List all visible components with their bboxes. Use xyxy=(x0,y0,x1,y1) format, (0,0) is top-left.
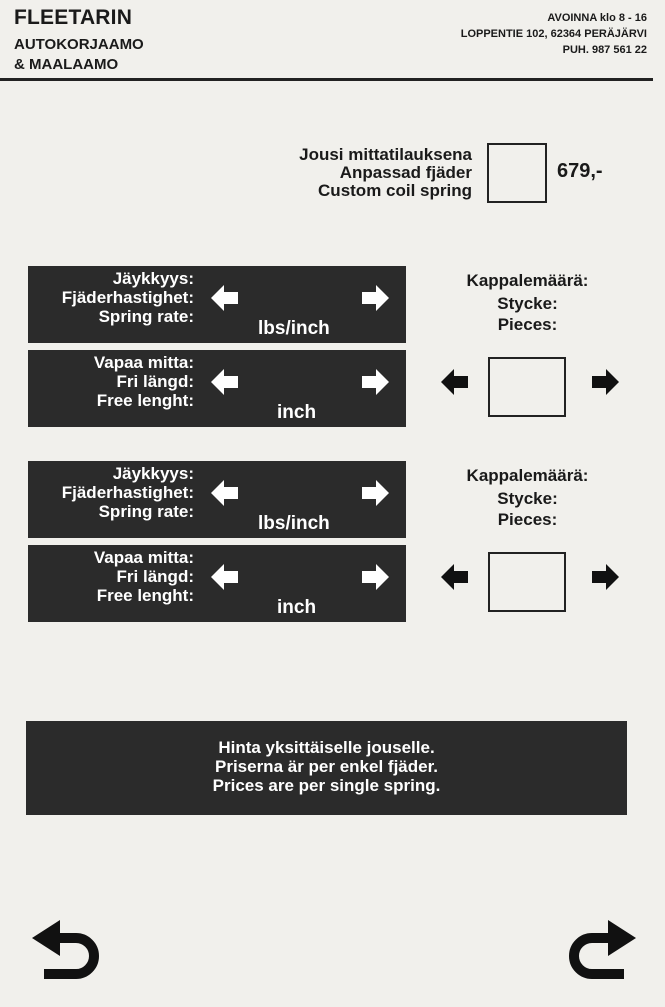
spring-1-rate-decrease-arrow-icon[interactable] xyxy=(211,284,239,312)
spring-1-quantity-field[interactable] xyxy=(488,357,566,417)
spring-1-length-decrease-arrow-icon[interactable] xyxy=(211,368,239,396)
custom-spring-checkbox[interactable] xyxy=(487,143,547,203)
length-unit: inch xyxy=(277,402,317,423)
brand-name: FLEETARIN xyxy=(14,6,133,29)
spring-2-rate-increase-arrow-icon[interactable] xyxy=(361,479,389,507)
spring-2-length-decrease-arrow-icon[interactable] xyxy=(211,563,239,591)
spring-2-length-panel xyxy=(28,545,406,622)
quantity-label-en: Pieces: xyxy=(497,315,558,334)
spring-2-rate-panel xyxy=(28,461,406,538)
rate-label-fi: Jäykkyys: xyxy=(112,464,194,483)
spring-1-rate-panel xyxy=(28,266,406,343)
quantity-label-en: Pieces: xyxy=(497,510,558,529)
length-label-sv: Fri längd: xyxy=(116,567,194,586)
opening-hours: AVOINNA klo 8 - 16 xyxy=(547,12,647,24)
address: LOPPENTIE 102, 62364 PERÄJÄRVI xyxy=(460,28,647,40)
spring-2-rate-decrease-arrow-icon[interactable] xyxy=(211,479,239,507)
rate-label-en: Spring rate: xyxy=(98,307,194,326)
spring-1-rate-increase-arrow-icon[interactable] xyxy=(361,284,389,312)
forward-redo-arrow-icon[interactable] xyxy=(566,918,638,982)
custom-spring-label-sv: Anpassad fjäder xyxy=(339,163,472,182)
spring-1-length-increase-arrow-icon[interactable] xyxy=(361,368,389,396)
custom-spring-price: 679,- xyxy=(557,160,603,182)
spring-2-length-increase-arrow-icon[interactable] xyxy=(361,563,389,591)
spring-2-quantity-decrease-arrow-icon[interactable] xyxy=(441,564,469,590)
spring-2-quantity-increase-arrow-icon[interactable] xyxy=(591,564,619,590)
rate-unit: lbs/inch xyxy=(258,318,330,339)
price-note-fi: Hinta yksittäiselle jouselle. xyxy=(218,738,435,757)
back-undo-arrow-icon[interactable] xyxy=(30,918,102,982)
length-label-fi: Vapaa mitta: xyxy=(93,548,194,567)
rate-label-fi: Jäykkyys: xyxy=(112,269,194,288)
spring-1-quantity-increase-arrow-icon[interactable] xyxy=(591,369,619,395)
length-label-fi: Vapaa mitta: xyxy=(93,353,194,372)
length-label-en: Free lenght: xyxy=(96,391,194,410)
quantity-label-fi: Kappalemäärä: xyxy=(466,271,589,290)
price-note-en: Prices are per single spring. xyxy=(212,776,441,795)
length-unit: inch xyxy=(277,597,317,618)
quantity-label-sv: Stycke: xyxy=(497,294,558,313)
custom-spring-label-fi: Jousi mittatilauksena xyxy=(299,145,472,164)
quantity-label-sv: Stycke: xyxy=(497,489,558,508)
spring-1-length-panel xyxy=(28,350,406,427)
price-note-sv: Priserna är per enkel fjäder. xyxy=(214,757,438,776)
rate-label-en: Spring rate: xyxy=(98,502,194,521)
rate-label-sv: Fjäderhastighet: xyxy=(61,483,194,502)
brand-subtitle: AUTOKORJAAMO xyxy=(14,36,144,53)
brand-subtitle-2: & MAALAAMO xyxy=(14,56,119,73)
phone-number: PUH. 987 561 22 xyxy=(562,44,647,56)
spring-2-quantity-field[interactable] xyxy=(488,552,566,612)
price-note-panel xyxy=(26,721,627,815)
length-label-sv: Fri längd: xyxy=(116,372,194,391)
rate-label-sv: Fjäderhastighet: xyxy=(61,288,194,307)
spring-1-quantity-decrease-arrow-icon[interactable] xyxy=(441,369,469,395)
length-label-en: Free lenght: xyxy=(96,586,194,605)
header-divider xyxy=(0,78,653,81)
quantity-label-fi: Kappalemäärä: xyxy=(466,466,589,485)
rate-unit: lbs/inch xyxy=(258,513,330,534)
custom-spring-label-en: Custom coil spring xyxy=(318,181,472,200)
